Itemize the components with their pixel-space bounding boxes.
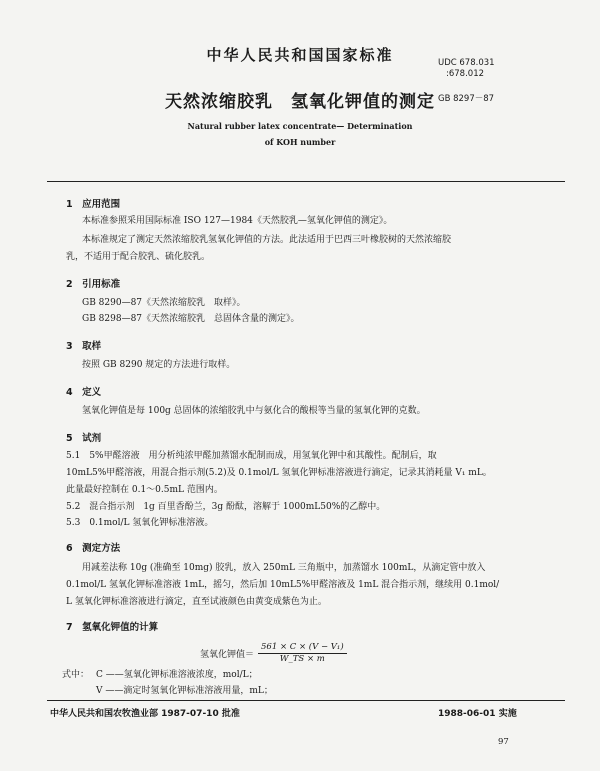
- section-2-heading: 2 引用标准: [66, 279, 121, 290]
- section-5-1-line-c: 此量最好控制在 0.1～0.5mL 范围内。: [66, 485, 223, 495]
- effective-date: 1988-06-01 实施: [438, 709, 517, 719]
- udc-line-1: UDC 678.031: [438, 58, 495, 68]
- section-4-paragraph: 氢氧化钾值是每 100g 总固体的浓缩胶乳中与氨化合的酸根等当量的氢氧化钾的克数。: [82, 406, 426, 416]
- page-number: 97: [498, 737, 509, 747]
- section-6-line-c: L 氢氧化钾标准溶液进行滴定，直至试液颜色由黄变成紫色为止。: [66, 597, 327, 607]
- section-5-3: 5.3 0.1mol/L 氢氧化钾标准溶液。: [66, 518, 214, 528]
- formula-denominator: W_TS × m: [279, 654, 325, 664]
- title-en-line-2: of KOH number: [264, 137, 336, 147]
- section-3-paragraph: 按照 GB 8290 规定的方法进行取样。: [82, 360, 236, 370]
- section-6-heading: 6 测定方法: [66, 543, 121, 554]
- footer-divider: [47, 700, 565, 701]
- section-1-paragraph-2a: 本标准规定了测定天然浓缩胶乳氢氧化钾值的方法。此法适用于巴西三叶橡胶树的天然浓缩胶: [82, 235, 452, 245]
- where-v-definition: V ——滴定时氢氧化钾标准溶液用量，mL；: [96, 686, 273, 696]
- gb-number: GB 8297－87: [438, 94, 495, 104]
- formula-lhs: 氢氧化钾值＝: [200, 649, 255, 660]
- section-3-heading: 3 取样: [66, 341, 102, 352]
- section-2-item-1: GB 8290—87《天然浓缩胶乳 取样》。: [82, 298, 246, 308]
- title-en-line-1: Natural rubber latex concentrate— Determination: [187, 121, 413, 131]
- section-1-heading: 1 应用范围: [66, 199, 121, 210]
- section-5-1-line-b: 10mL5%甲醛溶液，用混合指示剂(5.2)及 0.1mol/L 氢氧化钾标准溶液进行滴定，记录其消耗量 V₁ mL。: [66, 468, 492, 478]
- section-5-1-line-a: 5.1 5%甲醛溶液 用分析纯浓甲醛加蒸馏水配制而成，用氢氧化钾中和其酸性。配制后，取: [66, 451, 437, 461]
- section-4-heading: 4 定义: [66, 387, 102, 398]
- formula-fraction: [258, 642, 347, 664]
- section-5-2: 5.2 混合指示剂 1g 百里香酚兰，3g 酚酞，溶解于 1000mL50%的乙醇中。: [66, 502, 386, 512]
- udc-line-2: :678.012: [446, 69, 485, 79]
- approval-note: 中华人民共和国农牧渔业部 1987-07-10 批准: [50, 709, 240, 719]
- section-6-line-b: 0.1mol/L 氢氧化钾标准溶液 1mL，摇匀，然后加 10mL5%甲醛溶液及 1mL 混合指示剂，继续用 0.1mol/: [66, 580, 500, 590]
- document-title-cn: 天然浓缩胶乳 氢氧化钾值的测定: [165, 92, 435, 112]
- section-7-heading: 7 氢氧化钾值的计算: [66, 622, 159, 633]
- where-label: 式中：: [62, 670, 90, 680]
- where-c-definition: C ——氢氧化钾标准溶液浓度，mol/L；: [96, 670, 258, 680]
- document-title-en: [0, 118, 600, 150]
- section-1-paragraph-1: 本标准参照采用国际标准 ISO 127—1984《天然胶乳—氢氧化钾值的测定》。: [82, 216, 393, 226]
- section-1-paragraph-2b: 乳，不适用于配合胶乳、硫化胶乳。: [66, 252, 211, 262]
- section-5-heading: 5 试剂: [66, 433, 102, 444]
- section-6-line-a: 用减差法称 10g (准确至 10mg) 胶乳，放入 250mL 三角瓶中，加蒸馏水 100mL，从滴定管中放入: [82, 563, 486, 573]
- udc-number: [438, 58, 495, 80]
- standard-header-title: 中华人民共和国国家标准: [206, 46, 394, 64]
- section-2-item-2: GB 8298—87《天然浓缩胶乳 总固体含量的测定》。: [82, 314, 300, 324]
- formula-numerator: 561 × C × (V − V₁): [258, 642, 347, 654]
- header-divider: [47, 181, 565, 182]
